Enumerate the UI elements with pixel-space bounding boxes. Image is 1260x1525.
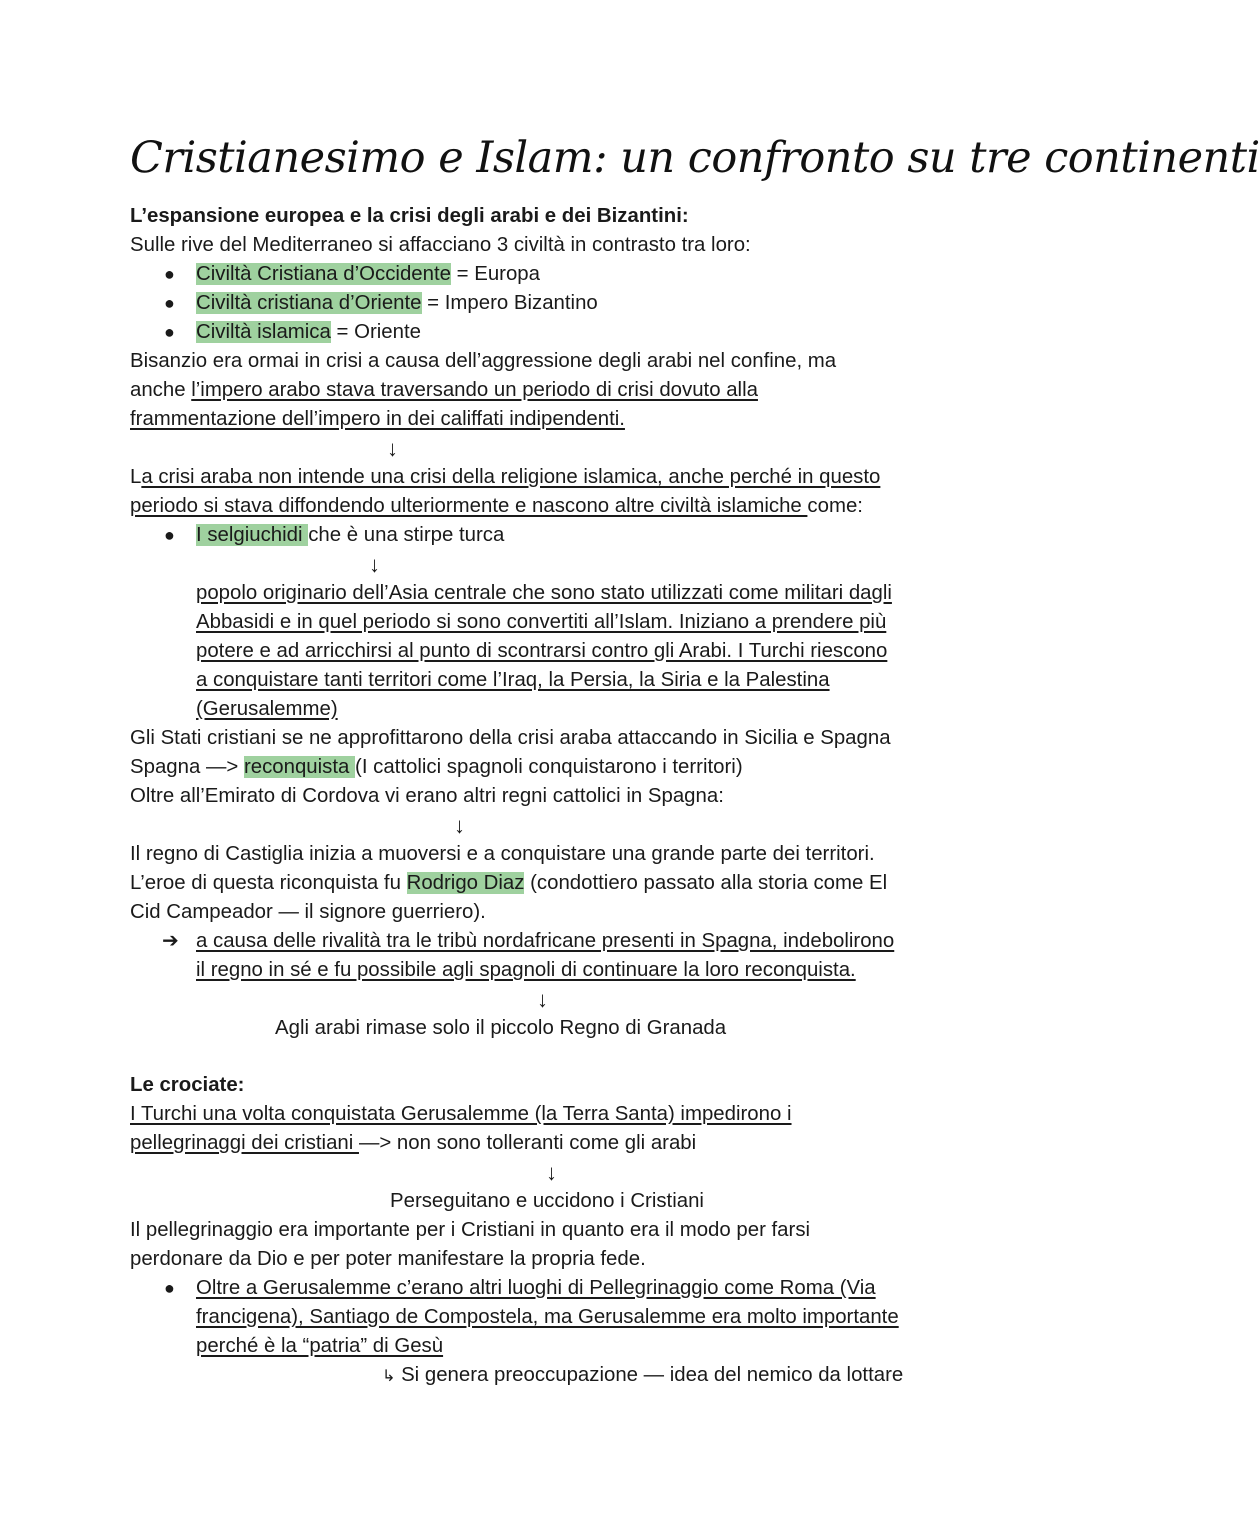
- section-heading-crusades: Le crociate:: [130, 1074, 245, 1096]
- paragraph-line: Abbasidi e in quel periodo si sono convertiti all’Islam. Iniziano a prendere più: [196, 611, 887, 633]
- paragraph-line: Agli arabi rimase solo il piccolo Regno di Granada: [275, 1017, 727, 1039]
- paragraph-line: I Turchi una volta conquistata Gerusalemme (la Terra Santa) impedirono i: [130, 1103, 792, 1125]
- paragraph-line: Oltre a Gerusalemme c’erano altri luoghi di Pellegrinaggio come Roma (Via: [196, 1277, 876, 1299]
- page-title: Cristianesimo e Islam: un confronto su tre continenti: [130, 133, 1260, 183]
- section-heading-expansion: L’espansione europea e la crisi degli arabi e dei Bizantini:: [130, 205, 689, 227]
- bullet-icon: ●: [164, 264, 175, 284]
- paragraph-line: a conquistare tanti territori come l’Iraq, la Persia, la Siria e la Palestina: [196, 669, 830, 691]
- down-arrow-icon: ↓: [454, 813, 465, 838]
- bullet-icon: ●: [164, 525, 175, 545]
- paragraph-line: L’eroe di questa riconquista fu Rodrigo Diaz (condottiero passato alla storia come El: [130, 872, 888, 894]
- highlight-term: Rodrigo Diaz: [406, 872, 525, 894]
- down-arrow-icon: ↓: [537, 987, 548, 1012]
- paragraph-line: ↳ Si genera preoccupazione — idea del nemico da lottare: [382, 1364, 904, 1386]
- paragraph-line: frammentazione dell’impero in dei califfati indipendenti.: [130, 408, 625, 430]
- paragraph-line: Perseguitano e uccidono i Cristiani: [390, 1190, 704, 1212]
- highlight-term: reconquista: [243, 756, 356, 778]
- right-arrow-icon: ➔: [162, 930, 179, 952]
- intro-line: Sulle rive del Mediterraneo si affacciano 3 civiltà in contrasto tra loro:: [130, 234, 751, 256]
- bullet-icon: ●: [164, 322, 175, 342]
- list-item-civilization-islamic: Civiltà islamica = Oriente: [196, 321, 421, 343]
- paragraph-line: francigena), Santiago de Compostela, ma Gerusalemme era molto importante: [196, 1306, 899, 1328]
- paragraph-line: Oltre all’Emirato di Cordova vi erano altri regni cattolici in Spagna:: [130, 785, 724, 807]
- paragraph-line: il regno in sé e fu possibile agli spagnoli di continuare la loro reconquista.: [196, 959, 856, 981]
- down-arrow-icon: ↓: [387, 436, 398, 461]
- paragraph-line: Cid Campeador — il signore guerriero).: [130, 901, 486, 923]
- paragraph-line: La crisi araba non intende una crisi della religione islamica, anche perché in questo: [130, 466, 881, 488]
- highlight-term: Civiltà Cristiana d’Occidente: [196, 263, 451, 285]
- paragraph-line: Gli Stati cristiani se ne approfittarono della crisi araba attaccando in Sicilia e Spagna: [130, 727, 891, 749]
- bullet-icon: ●: [164, 1278, 175, 1298]
- paragraph-line: (Gerusalemme): [196, 698, 338, 720]
- list-item-seljuks: I selgiuchidi che è una stirpe turca: [196, 524, 505, 546]
- paragraph-line: Spagna —> reconquista (I cattolici spagnoli conquistarono i territori): [130, 756, 743, 778]
- paragraph-line: pellegrinaggi dei cristiani —> non sono tolleranti come gli arabi: [130, 1132, 697, 1154]
- down-arrow-icon: ↓: [546, 1160, 557, 1185]
- paragraph-line: Il regno di Castiglia inizia a muoversi e a conquistare una grande parte dei territori.: [130, 843, 875, 865]
- down-arrow-icon: ↓: [369, 552, 380, 577]
- highlight-term: I selgiuchidi: [196, 524, 309, 546]
- highlight-term: Civiltà cristiana d’Oriente: [196, 292, 422, 314]
- paragraph-line: a causa delle rivalità tra le tribù nordafricane presenti in Spagna, indebolirono: [196, 930, 895, 952]
- paragraph-line: Il pellegrinaggio era importante per i Cristiani in quanto era il modo per farsi: [130, 1219, 811, 1241]
- paragraph-line: potere e ad arricchirsi al punto di scontrarsi contro gli Arabi. I Turchi riescono: [196, 640, 888, 662]
- return-arrow-icon: ↳: [382, 1368, 396, 1385]
- list-item-civilization-west: Civiltà Cristiana d’Occidente = Europa: [196, 263, 540, 285]
- paragraph-line: anche l’impero arabo stava traversando un periodo di crisi dovuto alla: [130, 379, 758, 401]
- bullet-icon: ●: [164, 293, 175, 313]
- paragraph-line: perché è la “patria” di Gesù: [196, 1335, 444, 1357]
- paragraph-line: periodo si stava diffondendo ulteriormente e nascono altre civiltà islamiche come:: [130, 495, 863, 517]
- highlight-term: Civiltà islamica: [196, 321, 331, 343]
- paragraph-line: Bisanzio era ormai in crisi a causa dell’aggressione degli arabi nel confine, ma: [130, 350, 837, 372]
- paragraph-line: perdonare da Dio e per poter manifestare la propria fede.: [130, 1248, 646, 1270]
- paragraph-line: popolo originario dell’Asia centrale che sono stato utilizzati come militari dagli: [196, 582, 892, 604]
- list-item-civilization-east: Civiltà cristiana d’Oriente = Impero Bizantino: [196, 292, 598, 314]
